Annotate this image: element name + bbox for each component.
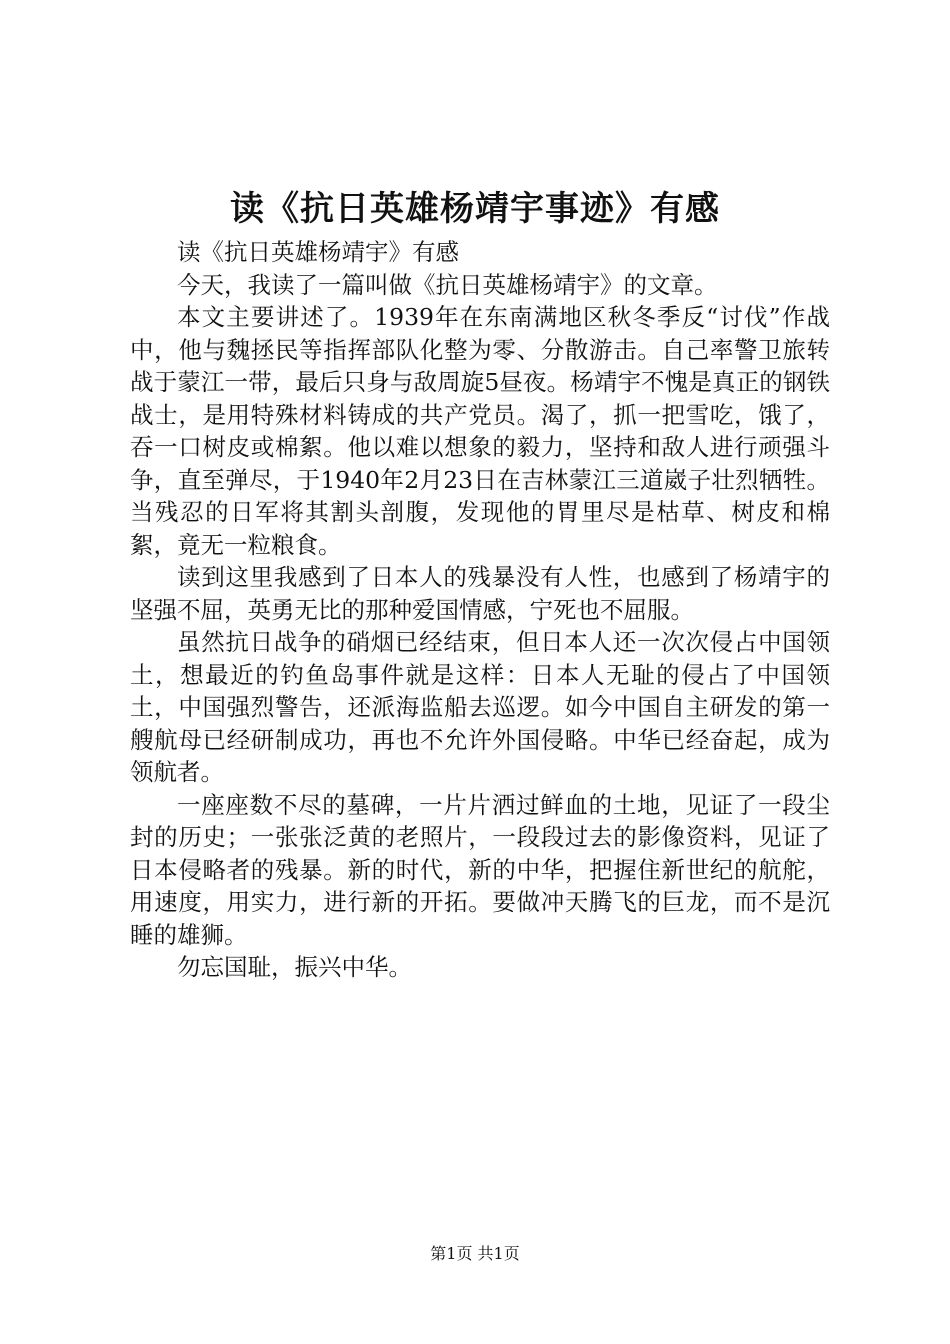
paragraph: 本文主要讲述了。1939年在东南满地区秋冬季反“讨伐”作战中，他与魏拯民等指挥部队化整为零、分散游击。自己率警卫旅转战于蒙江一带，最后只身与敌周旋5昼夜。杨靖宇不愧是真正的钢铁战士，是用特殊材料铸成的共产党员。渴了，抓一把雪吃，饿了，吞一口树皮或棉絮。他以难以想象的毅力，坚持和敌人进行顽强斗争，直至弹尽，于1940年2月23日在吉林蒙江三道崴子壮烈牺牲。当残忍的日军将其割头剖腹，发现他的胃里尽是枯草、树皮和棉絮，竟无一粒粮食。 xyxy=(130,303,830,559)
paragraph: 虽然抗日战争的硝烟已经结束，但日本人还一次次侵占中国领土，想最近的钓鱼岛事件就是这样：日本人无耻的侵占了中国领土，中国强烈警告，还派海监船去巡逻。如今中国自主研发的第一艘航母已经研制成功，再也不允许外国侵略。中华已经奋起，成为领航者。 xyxy=(130,628,830,786)
paragraph: 一座座数不尽的墓碑，一片片洒过鲜血的土地，见证了一段尘封的历史；一张张泛黄的老照片，一段段过去的影像资料，见证了日本侵略者的残暴。新的时代，新的中华，把握住新世纪的航舵，用速度，用实力，进行新的开拓。要做冲天腾飞的巨龙，而不是沉睡的雄狮。 xyxy=(130,790,830,949)
page-number-footer: 第1页 共1页 xyxy=(430,1244,520,1263)
paragraph: 今天，我读了一篇叫做《抗日英雄杨靖宇》的文章。 xyxy=(177,270,718,299)
paragraph: 读到这里我感到了日本人的残暴没有人性，也感到了杨靖宇的坚强不屈，英勇无比的那种爱国情感，宁死也不屈服。 xyxy=(130,563,830,624)
document-body xyxy=(130,236,830,984)
paragraph-subtitle: 读《抗日英雄杨靖宇》有感 xyxy=(177,238,459,266)
paragraph: 勿忘国耻，振兴中华。 xyxy=(177,953,412,981)
document-title: 读《抗日英雄杨靖宇事迹》有感 xyxy=(230,189,720,229)
